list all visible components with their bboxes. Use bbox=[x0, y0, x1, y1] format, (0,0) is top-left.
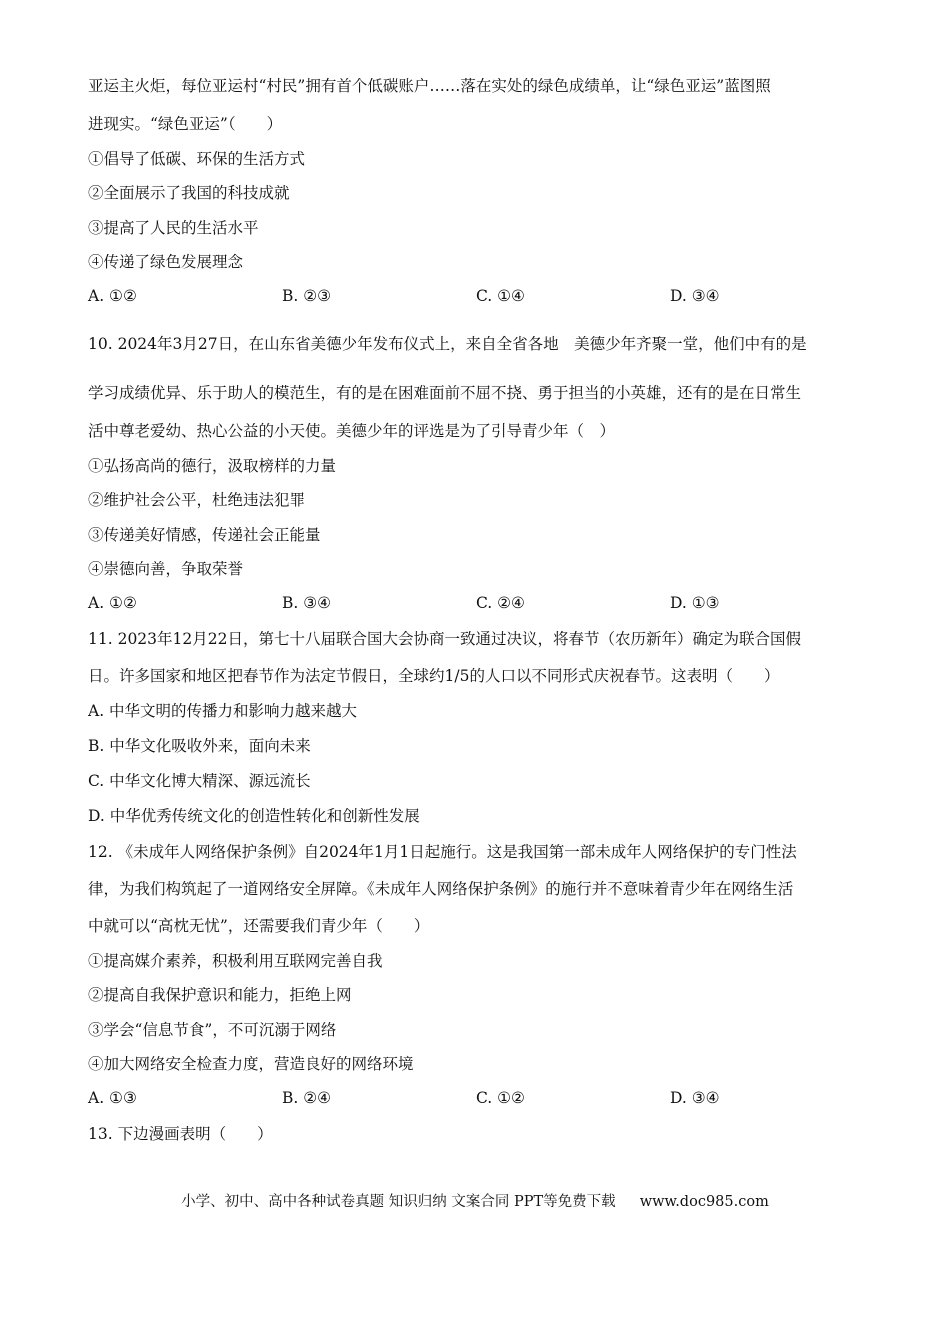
question-11-stem-line: 11. 2023年12月22日，第七十八届联合国大会协商一致通过决议，将春节（农历新年）确定为联合国假 bbox=[88, 630, 801, 648]
question-12-statement: ④加大网络安全检查力度，营造良好的网络环境 bbox=[88, 1055, 414, 1073]
question-9-option-c: C. ①④ bbox=[476, 287, 525, 305]
question-9-option-b: B. ②③ bbox=[282, 287, 332, 305]
question-9-statement: ③提高了人民的生活水平 bbox=[88, 219, 259, 237]
question-10-stem-line: 10. 2024年3月27日，在山东省美德少年发布仪式上，来自全省各地 美德少年齐聚一堂，他们中有的是 bbox=[88, 335, 807, 353]
question-12-option-a: A. ①③ bbox=[88, 1089, 137, 1107]
question-11-stem-line: 日。许多国家和地区把春节作为法定节假日，全球约1/5的人口以不同形式庆祝春节。这表明（ ） bbox=[88, 667, 780, 685]
question-12-stem-line: 律，为我们构筑起了一道网络安全屏障。《未成年人网络保护条例》的施行并不意味着青少年在网络生活 bbox=[88, 880, 794, 898]
question-9-option-a: A. ①② bbox=[88, 287, 137, 305]
question-9-stem-line: 亚运主火炬，每位亚运村“村民”拥有首个低碳账户……落在实处的绿色成绩单，让“绿色亚运”蓝图照 bbox=[88, 77, 771, 95]
question-12-statement: ①提高媒介素养，积极利用互联网完善自我 bbox=[88, 952, 383, 970]
question-11-choice-a: A. 中华文明的传播力和影响力越来越大 bbox=[88, 702, 358, 720]
question-9-stem-line: 进现实。“绿色亚运”（ ） bbox=[88, 115, 283, 133]
question-12-option-d: D. ③④ bbox=[670, 1089, 720, 1107]
question-9-option-d: D. ③④ bbox=[670, 287, 720, 305]
question-12-stem-line: 12. 《未成年人网络保护条例》自2024年1月1日起施行。这是我国第一部未成年人网络保护的专门性法 bbox=[88, 843, 797, 861]
question-12-option-b: B. ②④ bbox=[282, 1089, 332, 1107]
question-10-stem-line: 学习成绩优异、乐于助人的模范生，有的是在困难面前不屈不挠、勇于担当的小英雄，还有的是在日常生 bbox=[88, 384, 802, 402]
question-11-choice-b: B. 中华文化吸收外来，面向未来 bbox=[88, 737, 311, 755]
question-9-statement: ①倡导了低碳、环保的生活方式 bbox=[88, 150, 306, 168]
question-10-option-b: B. ③④ bbox=[282, 594, 332, 612]
question-12-statement: ②提高自我保护意识和能力，拒绝上网 bbox=[88, 986, 352, 1004]
question-10-option-c: C. ②④ bbox=[476, 594, 525, 612]
page-footer bbox=[0, 1192, 950, 1212]
question-9-statement: ④传递了绿色发展理念 bbox=[88, 253, 244, 271]
question-10-option-a: A. ①② bbox=[88, 594, 137, 612]
question-12-stem-line: 中就可以“高枕无忧”，还需要我们青少年（ ） bbox=[88, 917, 430, 935]
footer-text: 小学、初中、高中各种试卷真题 知识归纳 文案合同 PPT等免费下载 bbox=[181, 1194, 616, 1210]
question-10-statement: ②维护社会公平，杜绝违法犯罪 bbox=[88, 491, 306, 509]
question-10-option-d: D. ①③ bbox=[670, 594, 720, 612]
question-10-stem-line: 活中尊老爱幼、热心公益的小天使。美德少年的评选是为了引导青少年（ ） bbox=[88, 422, 616, 440]
question-9-statement: ②全面展示了我国的科技成就 bbox=[88, 184, 290, 202]
question-10-statement: ④崇德向善，争取荣誉 bbox=[88, 560, 244, 578]
question-12-option-c: C. ①② bbox=[476, 1089, 525, 1107]
question-11-choice-c: C. 中华文化博大精深、源远流长 bbox=[88, 772, 311, 790]
footer-url[interactable]: www.doc985.com bbox=[639, 1194, 769, 1210]
question-11-choice-d: D. 中华优秀传统文化的创造性转化和创新性发展 bbox=[88, 807, 420, 825]
question-12-statement: ③学会“信息节食”，不可沉溺于网络 bbox=[88, 1021, 337, 1039]
question-10-statement: ①弘扬高尚的德行，汲取榜样的力量 bbox=[88, 457, 337, 475]
question-13-stem-line: 13. 下边漫画表明（ ） bbox=[88, 1125, 273, 1143]
question-10-statement: ③传递美好情感，传递社会正能量 bbox=[88, 526, 321, 544]
